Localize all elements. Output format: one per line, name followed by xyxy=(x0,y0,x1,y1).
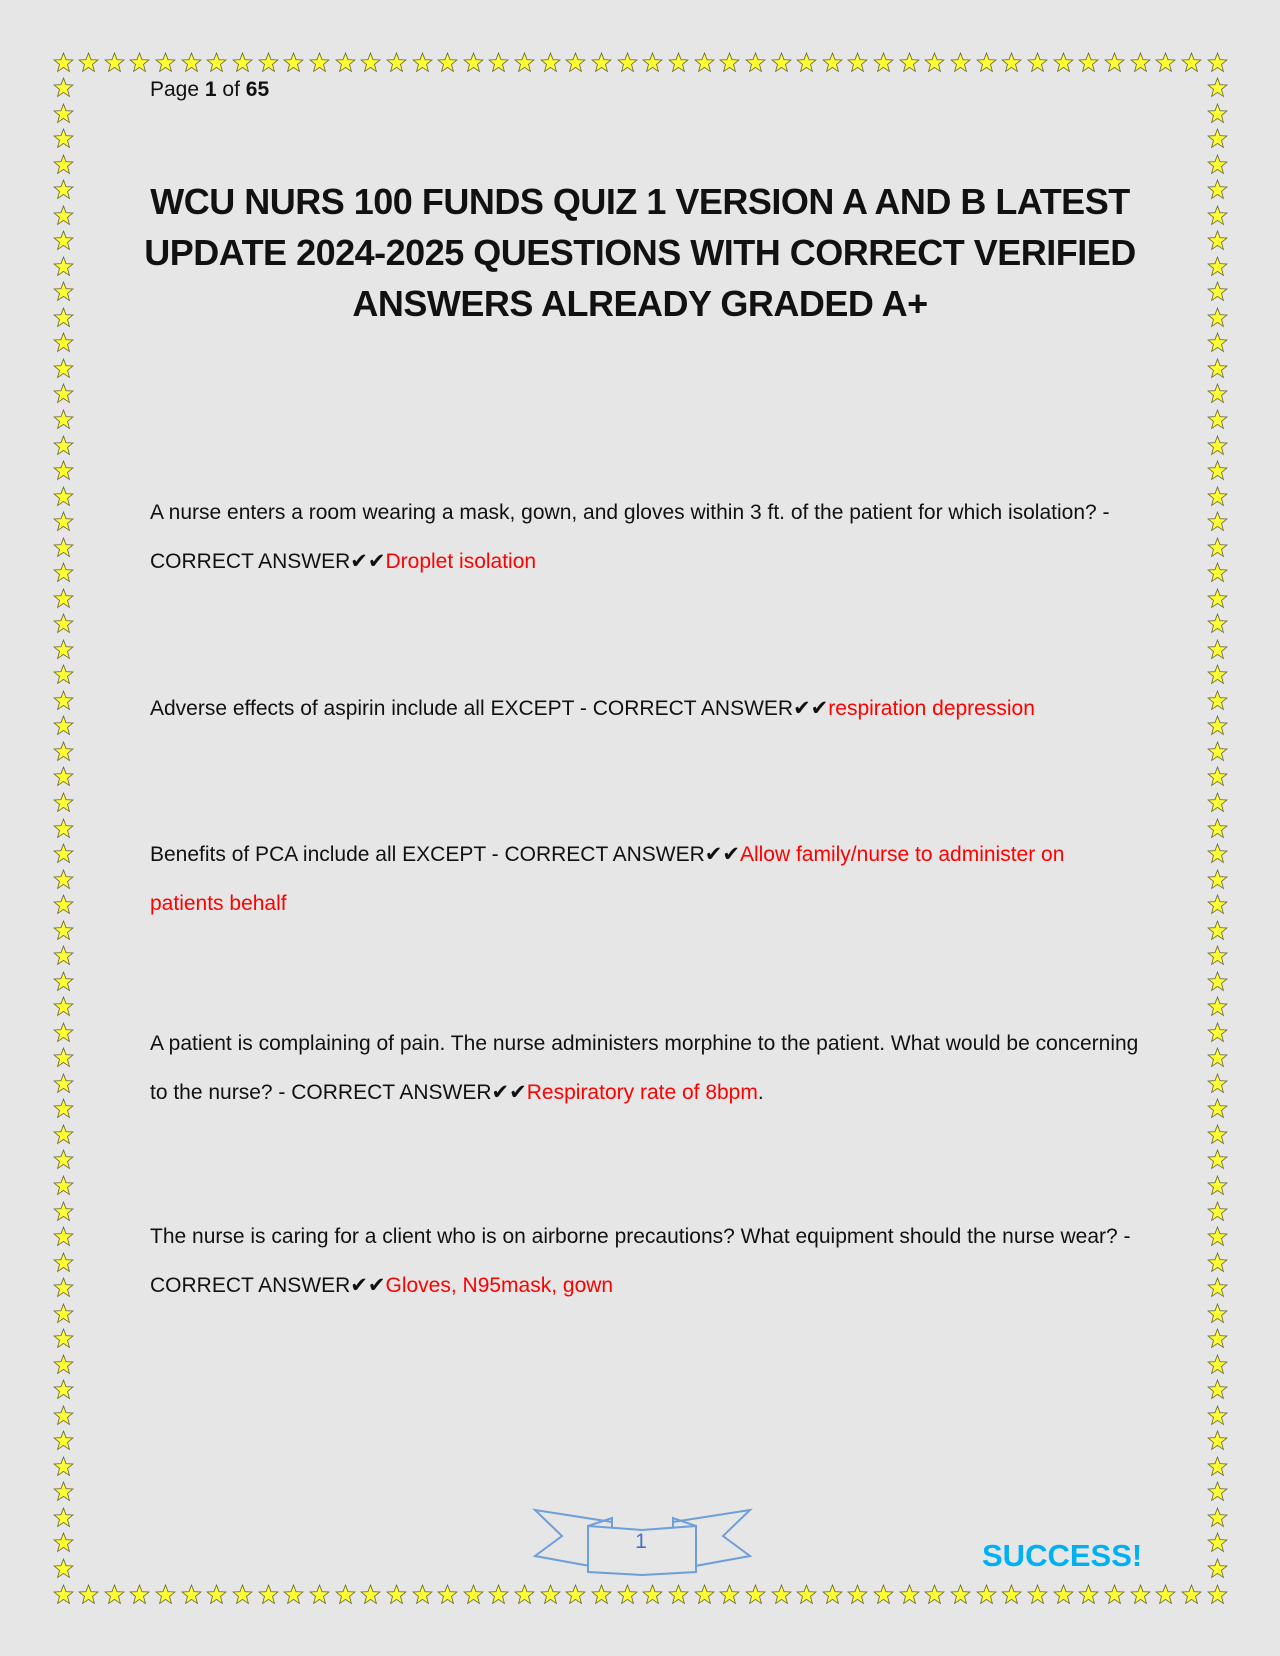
star-icon xyxy=(360,52,381,73)
star-icon xyxy=(53,1481,74,1502)
star-icon xyxy=(899,1584,920,1605)
star-icon xyxy=(386,52,407,73)
star-icon xyxy=(181,52,202,73)
star-icon xyxy=(53,409,74,430)
star-icon xyxy=(488,52,509,73)
star-icon xyxy=(1207,945,1228,966)
star-icon xyxy=(53,358,74,379)
star-icon xyxy=(1207,818,1228,839)
star-icon xyxy=(53,588,74,609)
star-icon xyxy=(232,1584,253,1605)
star-icon xyxy=(847,1584,868,1605)
star-icon xyxy=(53,256,74,277)
star-icon xyxy=(53,103,74,124)
star-icon xyxy=(232,52,253,73)
star-icon xyxy=(1207,1022,1228,1043)
qa-item: A nurse enters a room wearing a mask, gown, and gloves within 3 ft. of the patient for which isolation? - CORRECT ANSWER✔✔Droplet isolation xyxy=(150,501,1110,573)
star-icon xyxy=(53,715,74,736)
star-icon xyxy=(53,154,74,175)
star-icon xyxy=(694,1584,715,1605)
star-icon xyxy=(1207,869,1228,890)
star-icon xyxy=(745,1584,766,1605)
star-icon xyxy=(1207,256,1228,277)
star-icon xyxy=(822,1584,843,1605)
star-icon xyxy=(53,1175,74,1196)
star-icon xyxy=(719,52,740,73)
star-icon xyxy=(53,971,74,992)
star-icon xyxy=(1207,1481,1228,1502)
star-icon xyxy=(1207,971,1228,992)
star-icon xyxy=(53,1354,74,1375)
star-icon xyxy=(1207,52,1228,73)
star-icon xyxy=(1207,281,1228,302)
document-title: WCU NURS 100 FUNDS QUIZ 1 VERSION A AND B LATEST UPDATE 2024-2025 QUESTIONS WITH CORRECT VERIFIED ANSWERS ALREADY GRADED A+ xyxy=(144,181,1136,324)
star-icon xyxy=(309,52,330,73)
star-icon xyxy=(668,1584,689,1605)
star-icon xyxy=(1207,154,1228,175)
star-icon xyxy=(53,945,74,966)
star-icon xyxy=(53,1124,74,1145)
star-icon xyxy=(53,869,74,890)
star-icon xyxy=(53,435,74,456)
star-icon xyxy=(463,52,484,73)
star-icon xyxy=(437,1584,458,1605)
star-icon xyxy=(1207,486,1228,507)
star-icon xyxy=(822,52,843,73)
star-icon xyxy=(309,1584,330,1605)
star-icon xyxy=(1207,1379,1228,1400)
star-icon xyxy=(53,52,74,73)
star-icon xyxy=(565,52,586,73)
star-icon xyxy=(1207,1328,1228,1349)
star-icon xyxy=(53,818,74,839)
star-icon xyxy=(53,920,74,941)
star-icon xyxy=(53,537,74,558)
star-icon xyxy=(53,639,74,660)
star-icon xyxy=(796,1584,817,1605)
star-icon xyxy=(335,1584,356,1605)
star-icon xyxy=(1078,1584,1099,1605)
star-icon xyxy=(78,1584,99,1605)
star-icon xyxy=(1207,1584,1228,1605)
star-icon xyxy=(53,1277,74,1298)
star-icon xyxy=(1207,613,1228,634)
star-icon xyxy=(1207,383,1228,404)
star-icon xyxy=(1207,920,1228,941)
star-icon xyxy=(1207,792,1228,813)
star-icon xyxy=(53,690,74,711)
star-icon xyxy=(129,52,150,73)
star-icon xyxy=(1130,52,1151,73)
star-icon xyxy=(1207,358,1228,379)
star-icon xyxy=(1207,1507,1228,1528)
star-icon xyxy=(540,1584,561,1605)
star-icon xyxy=(1078,52,1099,73)
star-icon xyxy=(181,1584,202,1605)
star-icon xyxy=(1207,537,1228,558)
star-icon xyxy=(53,1405,74,1426)
star-icon xyxy=(53,843,74,864)
star-icon xyxy=(668,52,689,73)
star-icon xyxy=(950,52,971,73)
star-icon xyxy=(283,1584,304,1605)
star-icon xyxy=(53,511,74,532)
star-icon xyxy=(53,766,74,787)
page-number: Page 1 of 65 xyxy=(150,78,270,101)
star-icon xyxy=(53,894,74,915)
star-icon xyxy=(1207,741,1228,762)
star-icon xyxy=(78,52,99,73)
star-icon xyxy=(1207,1226,1228,1247)
star-icon xyxy=(155,1584,176,1605)
star-icon xyxy=(1207,1201,1228,1222)
star-icon xyxy=(642,1584,663,1605)
star-icon xyxy=(53,1532,74,1553)
star-icon xyxy=(617,52,638,73)
star-icon xyxy=(1207,1047,1228,1068)
star-icon xyxy=(1207,77,1228,98)
star-icon xyxy=(617,1584,638,1605)
qa-item: A patient is complaining of pain. The nurse administers morphine to the patient. What would be concerning to the nurse? - CORRECT ANSWER✔✔Respiratory rate of 8bpm. xyxy=(150,1032,1139,1104)
star-icon xyxy=(53,179,74,200)
star-icon xyxy=(1207,766,1228,787)
star-icon xyxy=(1207,996,1228,1017)
star-icon xyxy=(412,1584,433,1605)
star-icon xyxy=(488,1584,509,1605)
star-icon xyxy=(53,460,74,481)
star-icon xyxy=(1207,1405,1228,1426)
star-icon xyxy=(258,52,279,73)
star-icon xyxy=(53,1149,74,1170)
star-icon xyxy=(1181,1584,1202,1605)
star-icon xyxy=(53,1047,74,1068)
star-icon xyxy=(104,52,125,73)
star-icon xyxy=(1207,511,1228,532)
star-icon xyxy=(1001,1584,1022,1605)
qa-item: Adverse effects of aspirin include all EXCEPT - CORRECT ANSWER✔✔respiration depression xyxy=(150,697,1035,720)
star-icon xyxy=(1001,52,1022,73)
star-icon xyxy=(104,1584,125,1605)
star-icon xyxy=(1207,1098,1228,1119)
star-icon xyxy=(1207,690,1228,711)
star-icon xyxy=(771,1584,792,1605)
star-icon xyxy=(847,52,868,73)
star-icon xyxy=(360,1584,381,1605)
star-icon xyxy=(1207,1303,1228,1324)
star-icon xyxy=(412,52,433,73)
footer-page-number: 1 xyxy=(635,1530,647,1553)
star-icon xyxy=(1207,1175,1228,1196)
star-icon xyxy=(437,52,458,73)
star-icon xyxy=(53,562,74,583)
star-icon xyxy=(53,1507,74,1528)
star-icon xyxy=(53,77,74,98)
star-icon xyxy=(53,128,74,149)
star-icon xyxy=(540,52,561,73)
star-icon xyxy=(1207,1277,1228,1298)
star-icon xyxy=(1104,52,1125,73)
star-icon xyxy=(514,1584,535,1605)
star-icon xyxy=(1207,1558,1228,1579)
star-icon xyxy=(873,1584,894,1605)
star-icon xyxy=(1207,1124,1228,1145)
star-icon xyxy=(53,1073,74,1094)
star-icon xyxy=(53,1456,74,1477)
star-icon xyxy=(53,1379,74,1400)
star-icon xyxy=(463,1584,484,1605)
star-icon xyxy=(899,52,920,73)
qa-item: The nurse is caring for a client who is on airborne precautions? What equipment should the nurse wear? - CORRECT ANSWER✔✔Gloves, N95mask, gown xyxy=(150,1225,1131,1297)
star-icon xyxy=(1207,409,1228,430)
star-icon xyxy=(206,52,227,73)
star-icon xyxy=(514,52,535,73)
star-icon xyxy=(53,307,74,328)
star-icon xyxy=(53,332,74,353)
star-icon xyxy=(1207,1073,1228,1094)
star-icon xyxy=(924,1584,945,1605)
star-icon xyxy=(1207,1354,1228,1375)
star-icon xyxy=(719,1584,740,1605)
star-icon xyxy=(53,1098,74,1119)
star-icon xyxy=(53,230,74,251)
star-icon xyxy=(591,1584,612,1605)
star-icon xyxy=(1130,1584,1151,1605)
star-icon xyxy=(1207,205,1228,226)
star-icon xyxy=(1155,52,1176,73)
star-icon xyxy=(53,1303,74,1324)
star-icon xyxy=(53,613,74,634)
star-icon xyxy=(53,1201,74,1222)
star-icon xyxy=(53,1430,74,1451)
star-icon xyxy=(1207,1532,1228,1553)
star-icon xyxy=(53,996,74,1017)
star-icon xyxy=(53,205,74,226)
star-icon xyxy=(1053,52,1074,73)
star-icon xyxy=(1207,332,1228,353)
star-icon xyxy=(1207,103,1228,124)
star-icon xyxy=(1207,664,1228,685)
star-icon xyxy=(206,1584,227,1605)
star-icon xyxy=(694,52,715,73)
star-icon xyxy=(335,52,356,73)
star-icon xyxy=(924,52,945,73)
star-icon xyxy=(53,1558,74,1579)
star-icon xyxy=(53,741,74,762)
star-icon xyxy=(950,1584,971,1605)
star-icon xyxy=(873,52,894,73)
star-icon xyxy=(1207,894,1228,915)
qa-item: Benefits of PCA include all EXCEPT - CORRECT ANSWER✔✔Allow family/nurse to administer on patients behalf xyxy=(150,843,1065,915)
success-motto: SUCCESS! xyxy=(982,1538,1143,1573)
star-icon xyxy=(53,1022,74,1043)
star-icon xyxy=(53,1584,74,1605)
star-icon xyxy=(1207,843,1228,864)
star-icon xyxy=(155,52,176,73)
star-icon xyxy=(1207,1149,1228,1170)
star-icon xyxy=(386,1584,407,1605)
star-icon xyxy=(1207,460,1228,481)
star-icon xyxy=(1207,435,1228,456)
star-icon xyxy=(976,52,997,73)
star-icon xyxy=(129,1584,150,1605)
star-icon xyxy=(283,52,304,73)
star-icon xyxy=(1104,1584,1125,1605)
star-icon xyxy=(1207,1252,1228,1273)
star-icon xyxy=(1027,1584,1048,1605)
star-icon xyxy=(1207,639,1228,660)
star-icon xyxy=(745,52,766,73)
star-icon xyxy=(976,1584,997,1605)
star-icon xyxy=(565,1584,586,1605)
star-icon xyxy=(258,1584,279,1605)
star-icon xyxy=(642,52,663,73)
star-icon xyxy=(1027,52,1048,73)
star-icon xyxy=(1207,1430,1228,1451)
star-icon xyxy=(591,52,612,73)
star-icon xyxy=(771,52,792,73)
star-icon xyxy=(1207,230,1228,251)
star-icon xyxy=(53,1252,74,1273)
star-icon xyxy=(1207,307,1228,328)
star-icon xyxy=(53,383,74,404)
star-icon xyxy=(53,486,74,507)
star-icon xyxy=(53,664,74,685)
star-icon xyxy=(53,1226,74,1247)
star-icon xyxy=(1181,52,1202,73)
star-icon xyxy=(53,1328,74,1349)
star-icon xyxy=(1207,588,1228,609)
star-icon xyxy=(796,52,817,73)
star-icon xyxy=(1207,1456,1228,1477)
star-icon xyxy=(53,281,74,302)
star-icon xyxy=(1155,1584,1176,1605)
star-icon xyxy=(1207,179,1228,200)
star-icon xyxy=(1053,1584,1074,1605)
star-icon xyxy=(1207,715,1228,736)
star-icon xyxy=(53,792,74,813)
star-icon xyxy=(1207,128,1228,149)
star-icon xyxy=(1207,562,1228,583)
